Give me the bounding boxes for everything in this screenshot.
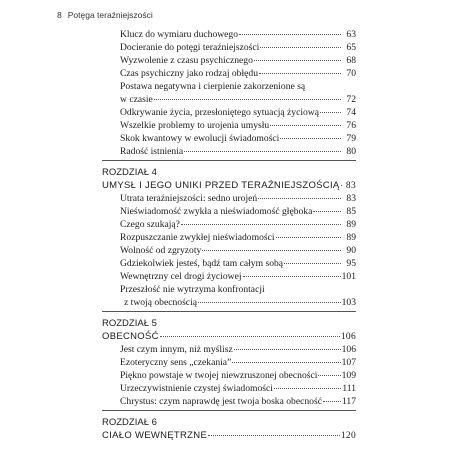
- toc-entry-continued: [102, 93, 356, 106]
- entry-page: 74: [346, 107, 356, 118]
- entry-page: 103: [341, 297, 356, 308]
- chapter-title: [102, 429, 356, 442]
- entry-title: Przeszłość nie wytrzyma konfrontacji: [120, 284, 265, 295]
- chapter-page: 106: [340, 332, 356, 342]
- section-divider: [102, 410, 356, 411]
- dot-leader: [198, 294, 341, 303]
- dot-leader: [254, 52, 341, 61]
- chapter-page: 120: [340, 431, 356, 441]
- dot-leader: [239, 26, 341, 35]
- dot-leader: [243, 268, 341, 277]
- entry-page: 107: [341, 357, 356, 368]
- entry-title: Radość istnienia: [120, 146, 184, 157]
- entry-title: Jest czym innym, niż myślisz: [120, 344, 233, 355]
- dot-leader: [259, 65, 341, 74]
- dot-leader: [320, 104, 341, 113]
- entry-title: Postawa negatywna i cierpienie zakorzenione są: [120, 81, 306, 92]
- entry-title: Wszelkie problemy to urojenia umysłu: [120, 120, 270, 131]
- entry-page: 68: [346, 55, 356, 66]
- entry-title: Docieranie do potęgi teraźniejszości: [120, 42, 260, 53]
- dot-leader: [323, 393, 341, 402]
- entry-page: 79: [346, 133, 356, 144]
- toc-entry: [102, 382, 356, 395]
- entry-page: 89: [346, 232, 356, 243]
- book-title: Potęga teraźniejszości: [67, 10, 153, 20]
- entry-page: 65: [346, 42, 356, 53]
- entry-page: 111: [342, 383, 356, 394]
- toc-entry: [102, 395, 356, 408]
- toc-entry: [102, 145, 356, 158]
- entry-title: Rozpuszczanie zwykłej nieświadomości: [120, 232, 275, 243]
- entry-page: 117: [341, 396, 356, 407]
- entry-title: Czego szukają?: [120, 219, 180, 230]
- dot-leader: [160, 328, 340, 337]
- dot-leader: [260, 39, 341, 48]
- entry-page: 63: [346, 29, 356, 40]
- entry-page: 106: [341, 344, 356, 355]
- entry-page: 90: [346, 245, 356, 256]
- chapter-label: ROZDZIAŁ 5: [102, 318, 157, 329]
- entry-title: Wewnętrzny cel drogi życiowej: [120, 271, 242, 282]
- toc-entry-continued: [102, 296, 356, 309]
- entry-title: Czas psychiczny jako rodzaj obłędu: [120, 68, 258, 79]
- dot-leader: [270, 117, 341, 126]
- entry-page: 72: [346, 94, 356, 105]
- entry-title: z twoją obecnością: [124, 297, 197, 308]
- chapter-title-text: OBECNOŚĆ: [102, 331, 159, 342]
- entry-title: Skok kwantowy w ewolucji świadomości: [120, 133, 280, 144]
- chapter-title-text: UMYSŁ I JEGO UNIKI PRZED TERAŹNIEJSZOŚCIĄ: [102, 180, 340, 191]
- running-header: [57, 10, 153, 20]
- entry-title: Klucz do wymiaru duchowego: [120, 29, 239, 40]
- dot-leader: [258, 190, 341, 199]
- entry-title: Wolność od zgryzoty: [120, 245, 202, 256]
- chapter-label: ROZDZIAŁ 6: [102, 417, 157, 428]
- dot-leader: [280, 130, 341, 139]
- entry-title: Chrystus: czym naprawdę jest twoja boska obecność: [120, 396, 322, 407]
- entry-page: 89: [346, 219, 356, 230]
- page-number: 8: [57, 10, 62, 20]
- dot-leader: [232, 354, 340, 363]
- entry-title: Odkrywanie życia, przesłoniętego sytuacją życiową: [120, 107, 319, 118]
- entry-page: 85: [346, 206, 356, 217]
- section-divider: [102, 160, 356, 161]
- entry-page: 80: [346, 146, 356, 157]
- dot-leader: [154, 91, 341, 100]
- entry-title: Urzeczywistnienie czystej świadomości: [120, 383, 273, 394]
- entry-title: Utrata teraźniejszości: sedno urojeń: [120, 193, 258, 204]
- dot-leader: [208, 427, 340, 436]
- entry-page: 109: [341, 370, 356, 381]
- entry-title: Nieświadomość zwykła a nieświadomość głęboka: [120, 206, 313, 217]
- entry-title: Ezoteryczny sens „czekania”: [120, 357, 232, 368]
- dot-leader: [318, 367, 340, 376]
- dot-leader: [274, 380, 341, 389]
- chapter-label: ROZDZIAŁ 4: [102, 167, 157, 178]
- table-of-contents: [102, 28, 356, 442]
- dot-leader: [284, 255, 341, 264]
- dot-leader: [181, 216, 341, 225]
- entry-page: 83: [346, 193, 356, 204]
- entry-title: Gdziekolwiek jesteś, bądź tam całym sobą: [120, 258, 284, 269]
- dot-leader: [202, 242, 341, 251]
- entry-page: 95: [346, 258, 356, 269]
- toc-entry: [102, 67, 356, 80]
- chapter-title-text: CIAŁO WEWNĘTRZNE: [102, 430, 208, 441]
- entry-title: Wyzwolenie z czasu psychicznego: [120, 55, 253, 66]
- entry-title: w czasie: [120, 94, 153, 105]
- entry-title: Piękno powstaje w twojej niewzruszonej obecności: [120, 370, 318, 381]
- dot-leader: [184, 143, 341, 152]
- dot-leader: [234, 341, 341, 350]
- section-divider: [102, 311, 356, 312]
- dot-leader: [313, 203, 341, 212]
- chapter-page: 83: [345, 181, 356, 191]
- toc-entry: [102, 270, 356, 283]
- entry-page: 70: [346, 68, 356, 79]
- dot-leader: [276, 229, 341, 238]
- entry-page: 76: [346, 120, 356, 131]
- entry-page: 101: [341, 271, 356, 282]
